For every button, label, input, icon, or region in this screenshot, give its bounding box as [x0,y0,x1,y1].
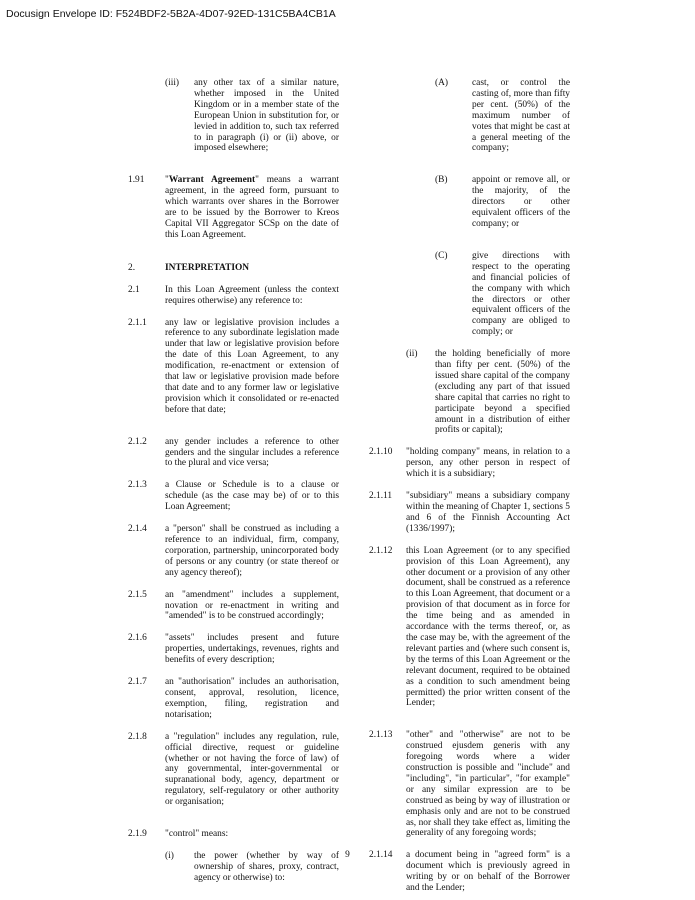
clause-2-1-2 [128,437,339,470]
clause-2-1-3 [128,480,339,513]
clause-2-1-13 [369,730,570,839]
clause-number: (iii) [165,78,180,88]
clause-2-1-11 [369,491,570,535]
clause-number: (ii) [406,349,418,360]
clause-text: the holding beneficially of more than fifty per cent. (50%) of the issued share capital of the company (excluding any part of that issued share capital that carries no right to participate beyond a specified amount in a distribution of either profits or capital); [435,349,570,436]
clause-text: a "regulation" includes any regulation, rule, official directive, request or guideline (whether or not having the force of law) of any governmental, inter-governmental or supranational body, agency, department or regulatory, self-regulatory or other authority or organisation; [165,731,339,808]
clause-text: "assets" includes present and future properties, undertakings, revenues, rights and benefits of every description; [165,633,339,666]
clause-number: (i) [165,850,174,861]
clause-number: 2.1.3 [128,480,147,491]
clause-number: 2.1.5 [128,589,147,600]
clause-number: 2.1.12 [369,545,393,556]
clause-number: 2.1.2 [128,436,147,447]
clause-A [435,78,570,154]
clause-2-1-8 [128,732,339,808]
clause-number: 2.1.8 [128,731,147,742]
clause-2-1-1 [128,318,339,416]
clause-text: In this Loan Agreement (unless the context requires otherwise) any reference to: [165,284,339,306]
clause-text: cast, or control the casting of, more than fifty per cent. (50%) of the maximum number of votes that might be cast at a general meeting of the company; [472,78,570,154]
clause-2-1 [128,285,339,307]
clause-C [435,251,570,338]
clause-number: 2.1.6 [128,633,147,644]
clause-text: an "authorisation" includes an authorisation, consent, approval, resolution, licence, exemption, filing, registration and notarisation; [165,677,339,720]
clause-number: 2.1.10 [369,447,393,458]
clause-text: an "amendment" includes a supplement, novation or re-enactment in writing and "amended" is to be construed accordingly; [165,589,339,622]
clause-number: 1.91 [128,175,145,186]
clause-text: any law or legislative provision includes a reference to any subordinate legislation made under that law or legislative provision before the date of this Loan Agreement, to any modification, re-enactment or extension of that law or legislative provision made before that date and to any former law or legislative provision which it consolidated or re-enacted before that date; [165,317,339,415]
clause-text: "control" means: [165,829,229,840]
clause-number: (A) [435,78,449,88]
clause-text: a Clause or Schedule is to a clause or schedule (as the case may be) of or to this Loan Agreement; [165,480,339,513]
section-title: INTERPRETATION [165,262,250,273]
clause-text: this Loan Agreement (or to any specified provision of this Loan Agreement), any other document or a provision of any other document, shall be construed as a reference to this Loan Agreement, that document or a provision of that document as in force for the time being and as amended in accordance with the terms thereof, or, as the case may be, with the agreement of the relevant parties and (where such consent is, by the terms of this Loan Agreement or the relevant document, required to be obtained as a condition to such amendment being permitted) the prior written consent of the Lender; [406,545,570,709]
defined-term: Warrant Agreement [168,175,256,186]
left-column [128,78,339,884]
clause-text: appoint or remove all, or the majority, of the directors or other equivalent officers of the company; or [472,175,570,229]
clause-number: (B) [435,175,448,186]
clause-number: 2.1.4 [128,524,147,535]
clause-2-1-4 [128,524,339,579]
clause-2-1-12 [369,546,570,710]
page-number: 9 [345,850,350,860]
clause-ii [406,349,570,436]
clause-B [435,175,570,230]
clause-number: 2.1.7 [128,677,147,688]
clause-text: "subsidiary" means a subsidiary company within the meaning of Chapter 1, sections 5 and 6 of the Finnish Accounting Act (1336/1997); [406,491,570,534]
clause-text: "holding company" means, in relation to a person, any other person in respect of which it is a subsidiary; [406,447,570,480]
clause-number: 2.1.1 [128,317,147,328]
clause-number: 2.1.13 [369,730,393,741]
clause-text: a document being in "agreed form" is a document which is previously agreed in writing by or on behalf of the Borrower and the Lender; [406,850,570,894]
clause-text: a "person" shall be construed as including a reference to an individual, firm, company, corporation, partnership, unincorporated body of persons or any country (or state thereof or any agency thereof); [165,524,339,578]
clause-2-1-5 [128,590,339,623]
right-column [369,78,570,894]
clause-text: "Warrant Agreement" means a warrant agreement, in the agreed form, pursuant to which warrants over shares in the Borrower are to be issued by the Borrower to Kreos Capital VII Aggregator SCSp on the date of this Loan Agreement. [165,175,340,240]
clause-number: (C) [435,250,448,261]
section-number: 2. [128,262,136,273]
clause-2-1-9 [128,829,339,840]
clause-number: 2.1.11 [369,491,393,502]
clause-2-1-10 [369,447,570,480]
clause-number: 2.1.9 [128,829,147,840]
clause-text: the power (whether by way of ownership of shares, proxy, contract, agency or otherwise) to: [194,850,339,883]
clause-text: "other" and "otherwise" are not to be construed ejusdem generis with any foregoing words where a wider construction is possible and "include" and "including", "in particular", "for example" or any similar expression are to be construed as being by way of illustration or emphasis only and are not to be construed as, nor shall they take effect as, limiting the generality of any foregoing words; [406,730,570,839]
clause-text: give directions with respect to the operating and financial policies of the company with which the directors or other equivalent officers of the company are obliged to comply; or [472,250,570,338]
envelope-id: Docusign Envelope ID: F524BDF2-5B2A-4D07-92ED-131C5BA4CB1A [6,8,336,20]
section-heading-interpretation [128,263,339,274]
clause-2-1-6 [128,633,339,666]
clause-iii [165,78,339,154]
clause-text: any gender includes a reference to other genders and the singular includes a reference to the plural and vice versa; [165,436,339,469]
clause-number: 2.1.14 [369,850,393,861]
clause-text: any other tax of a similar nature, whether imposed in the United Kingdom or in a member state of the European Union in substitution for, or levied in addition to, such tax referred to in paragraph (i) or (ii) above, or imposed elsewhere; [194,78,339,154]
clause-2-1-7 [128,677,339,721]
clause-number: 2.1 [128,284,140,295]
clause-1-91 [128,175,339,240]
